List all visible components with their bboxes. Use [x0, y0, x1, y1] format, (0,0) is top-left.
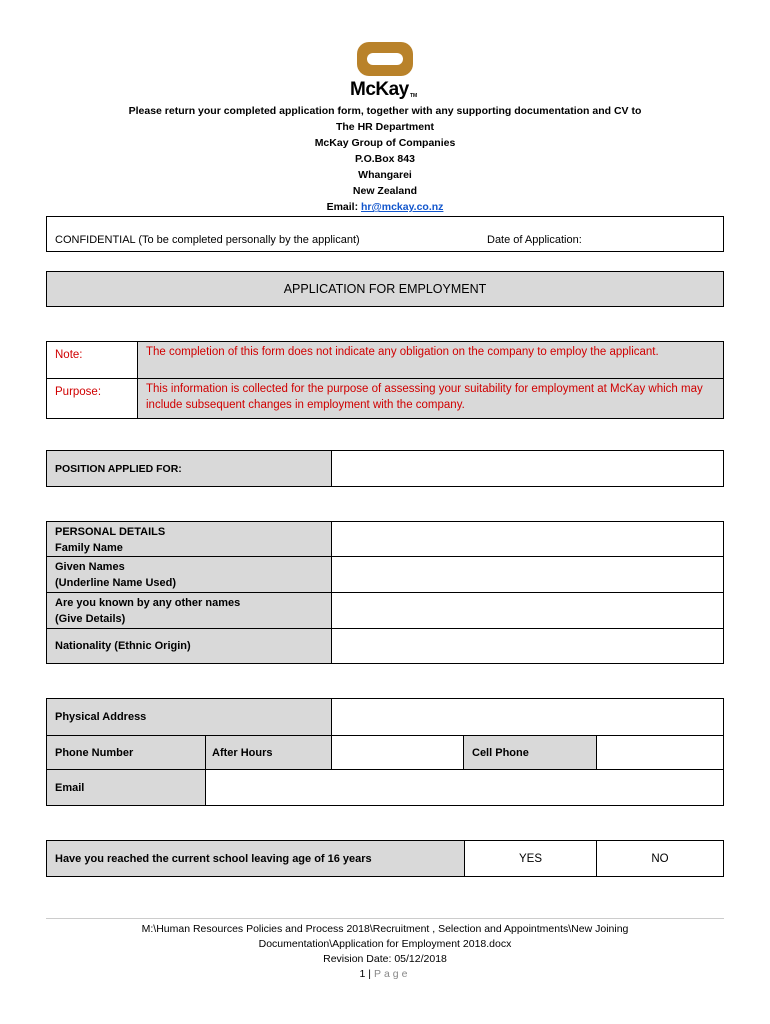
po-box: P.O.Box 843 — [355, 153, 415, 165]
hr-department: The HR Department — [335, 121, 434, 133]
after-hours-label-cell — [205, 735, 332, 770]
physical-address-input[interactable] — [331, 698, 724, 736]
cell-phone-input[interactable] — [596, 735, 724, 770]
footer-divider — [46, 918, 724, 919]
given-names-label: Given Names — [55, 561, 125, 573]
position-applied-label: POSITION APPLIED FOR: — [55, 462, 182, 475]
email-input[interactable] — [205, 769, 724, 806]
school-age-question: Have you reached the current school leaving age of 16 years — [55, 852, 372, 865]
given-names-label-cell — [46, 556, 332, 593]
page-num-value: 1 — [359, 968, 366, 980]
email-label-cell — [46, 769, 206, 806]
email-label: Email: — [326, 201, 362, 213]
given-names-input[interactable] — [331, 556, 724, 593]
note-label-cell — [46, 341, 138, 379]
school-age-question-cell — [46, 840, 465, 877]
email-line — [60, 201, 710, 213]
page-word: Page — [373, 968, 411, 980]
purpose-label-cell — [46, 378, 138, 419]
nationality-input[interactable] — [331, 628, 724, 664]
yes-label: YES — [518, 852, 542, 865]
after-hours-input[interactable] — [331, 735, 464, 770]
other-names-label: Are you known by any other names — [55, 597, 241, 609]
date-of-application-label: Date of Application: — [487, 234, 582, 246]
nationality-label-cell — [46, 628, 332, 664]
logo-trademark: TM — [410, 93, 418, 99]
give-details-hint: (Give Details) — [55, 613, 126, 625]
confidential-text: CONFIDENTIAL (To be completed personally by the applicant) — [55, 234, 360, 246]
after-hours-label: After Hours — [212, 746, 273, 759]
footer-path-line1: M:\Human Resources Policies and Process 2018\Recruitment , Selection and Appointments\New Joining — [141, 923, 629, 935]
personal-details-heading: PERSONAL DETAILS — [55, 526, 166, 538]
note-label: Note: — [55, 349, 83, 361]
company-name: McKay Group of Companies — [314, 137, 456, 149]
purpose-text: This information is collected for the purpose of assessing your suitability for employment at McKay which may include subsequent changes in employment with the company. — [146, 383, 703, 411]
mckay-logo-mark — [357, 42, 413, 76]
phone-number-label-cell — [46, 735, 206, 770]
purpose-label: Purpose: — [55, 386, 102, 398]
family-name-label: Family Name — [55, 542, 123, 554]
email-field-label: Email — [55, 781, 85, 794]
underline-name-hint: (Underline Name Used) — [55, 577, 177, 589]
page-title: APPLICATION FOR EMPLOYMENT — [46, 271, 724, 307]
country: New Zealand — [352, 185, 418, 197]
mckay-logo-text: McKay — [350, 79, 409, 100]
other-names-input[interactable] — [331, 592, 724, 629]
family-name-input[interactable] — [331, 521, 724, 557]
city: Whangarei — [358, 169, 412, 181]
position-applied-input[interactable] — [331, 450, 724, 487]
position-label-cell — [46, 450, 332, 487]
page-number — [80, 967, 690, 982]
cell-phone-label-cell — [463, 735, 597, 770]
note-text: The completion of this form does not indicate any obligation on the company to employ the applicant. — [146, 346, 659, 358]
purpose-text-cell — [137, 378, 724, 419]
physical-address-label-cell — [46, 698, 332, 736]
footer-path-line2: Documentation\Application for Employment 2018.docx — [258, 938, 512, 950]
yes-option[interactable] — [464, 840, 597, 877]
page-separator: | — [365, 968, 374, 980]
family-name-label-cell — [46, 521, 332, 557]
phone-number-label: Phone Number — [55, 746, 134, 759]
no-label: NO — [651, 852, 669, 865]
revision-date: Revision Date: 05/12/2018 — [323, 953, 447, 965]
physical-address-label: Physical Address — [55, 711, 147, 723]
nationality-label: Nationality (Ethnic Origin) — [55, 640, 191, 652]
confidential-box — [46, 216, 724, 252]
hr-email-link[interactable]: hr@mckay.co.nz — [361, 201, 444, 213]
note-text-cell — [137, 341, 724, 379]
return-instructions: Please return your completed application form, together with any supporting documentation and CV to — [128, 105, 642, 117]
cell-phone-label: Cell Phone — [472, 746, 529, 759]
other-names-label-cell — [46, 592, 332, 629]
no-option[interactable] — [596, 840, 724, 877]
